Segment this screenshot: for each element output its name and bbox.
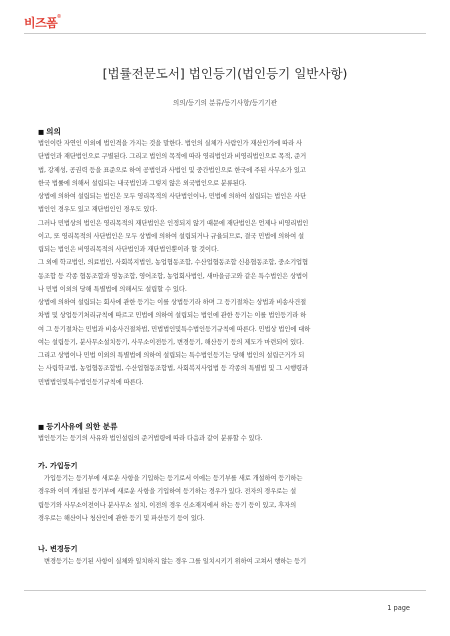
text-line: 나 민법 이외의 당해 특별법에 의해서도 설립할 수 있다. <box>38 285 187 293</box>
classification-intro <box>38 432 412 445</box>
text-line: 그리고 상법이나 민법 이외의 특별법에 의하여 설립되는 특수법인등기는 당해 법인의 설립근거가 되 <box>38 352 305 359</box>
text-line: 이고, 또 영리목적의 사단법인은 모두 상법에 의하여 설립되거나 규율되므로, 결국 민법에 의하여 설 <box>38 232 304 240</box>
text-line: 민법법인및특수법인등기규칙에 따른다. <box>38 378 144 386</box>
text-line: 경우와 이미 개설된 등기부에 새로운 사항을 기입하여 등기하는 경우가 있다. 전자의 경우로는 설 <box>38 488 297 496</box>
text-line: 동조합 등 각종 협동조합과 영농조합, 영어조합, 농업회사법인, 새마을금고와 같은 특수법인은 상법이 <box>38 272 309 280</box>
page-number: 1 page <box>387 604 410 612</box>
square-bullet-icon: ■ <box>38 423 45 431</box>
registration-entry-paragraph <box>38 472 412 525</box>
text-line: 는 사립학교법, 농업협동조합법, 수산업협동조합법, 사회복지사업법 등 각종의 특별법 및 그 시행령과 <box>38 365 309 373</box>
header-divider <box>24 33 426 34</box>
text-line: 여 그 등기절차는 민법과 비송사건절차법, 민법법인및특수법인등기규칙에 따른다. 민법상 법인에 대하 <box>38 325 311 333</box>
text-line: 그러나 민법상의 법인은 영리목적의 재단법인은 인정되지 않기 때문에 재단법인은 언제나 비영리법인 <box>38 219 309 227</box>
text-line: 상법에 의하여 설립되는 회사에 관한 등기는 이를 상법등기라 하며 그 등기절차는 상법과 비송사건절 <box>38 299 307 306</box>
document-title: [법률전문도서] 법인등기(법인등기 일반사항) <box>102 66 348 81</box>
text-line: 법인인 경우도 있고 재단법인인 경우도 있다. <box>38 206 158 214</box>
section-heading-classification: ■ 등기사유에 의한 분류 <box>38 422 118 431</box>
text-line: 여는 설립등기, 분사무소설치등기, 사무소이전등기, 변경등기, 해산등기 등의 제도가 마련되어 있다. <box>38 338 304 346</box>
text-line: 법인이란 자연인 이외에 법인격을 가지는 것을 말한다. 법인의 실체가 사람인가 재산인가에 따라 사 <box>38 140 303 147</box>
text-line: 차법 및 상업등기처리규칙에 따르고 민법에 의하여 설립되는 법인에 관한 등기는 이를 법인등기라 하 <box>38 312 307 320</box>
change-registration-paragraph <box>38 555 412 568</box>
subheading-registration-entry: 가. 가입등기 <box>38 461 78 470</box>
text-line: 법인등기는 등기의 사유와 법인설립의 준거법령에 따라 다음과 같이 분류할 수 있다. <box>38 435 263 442</box>
document-subtitle: 의의/등기의 분류/등기사항/등기기관 <box>172 99 278 107</box>
text-line: 그 외에 학교법인, 의료법인, 사회복지법인, 농업협동조합, 수산업협동조합 신용협동조합, 중소기업협 <box>38 259 309 267</box>
text-line: 상법에 의하여 설립되는 법인은 모두 영리목적의 사단법인이나, 민법에 의하여 설립되는 법인은 사단 <box>38 193 307 200</box>
square-bullet-icon: ■ <box>38 128 45 136</box>
footer-divider <box>24 590 426 591</box>
text-line: 경우로는 해산이나 청산인에 관한 등기 및 파산등기 등이 있다. <box>38 514 205 522</box>
meaning-paragraph <box>38 137 412 389</box>
bizforms-logo: 비즈폼® <box>24 14 61 30</box>
text-line: 립되는 법인은 비영리목적의 사단법인과 재단법인뿐이라 할 것이다. <box>38 246 219 253</box>
text-line: 가입등기는 등기부에 새로운 사항을 기입하는 등기로서 이에는 등기부를 새로 개설하여 등기하는 <box>44 475 303 482</box>
subheading-change-registration: 나. 변경등기 <box>38 544 78 553</box>
text-line: 변경등기는 등기된 사항이 실체와 일치하지 않는 경우 그를 일치시키기 위하여 고쳐서 행하는 등기 <box>44 558 307 565</box>
text-line: 한국 법률에 의해서 설립되는 내국법인과 그렇지 않은 외국법인으로 분류된다. <box>38 179 247 187</box>
section-heading-meaning: ■ 의의 <box>38 127 61 136</box>
text-line: 단법인과 재단법인으로 구별된다. 그리고 법인의 목적에 따라 영리법인과 비영리법인으로 목적, 준거 <box>38 153 307 161</box>
text-line: 법, 강제성, 공권력 등을 표준으로 하여 공법인과 사법인 및 중간법인으로 한국에 주된 사무소가 있고 <box>38 166 306 174</box>
text-line: 립등기와 사무소이전이나 분사무소 설치, 이전의 경우 신소재지에서 하는 등기 등이 있고, 후자의 <box>38 501 297 509</box>
